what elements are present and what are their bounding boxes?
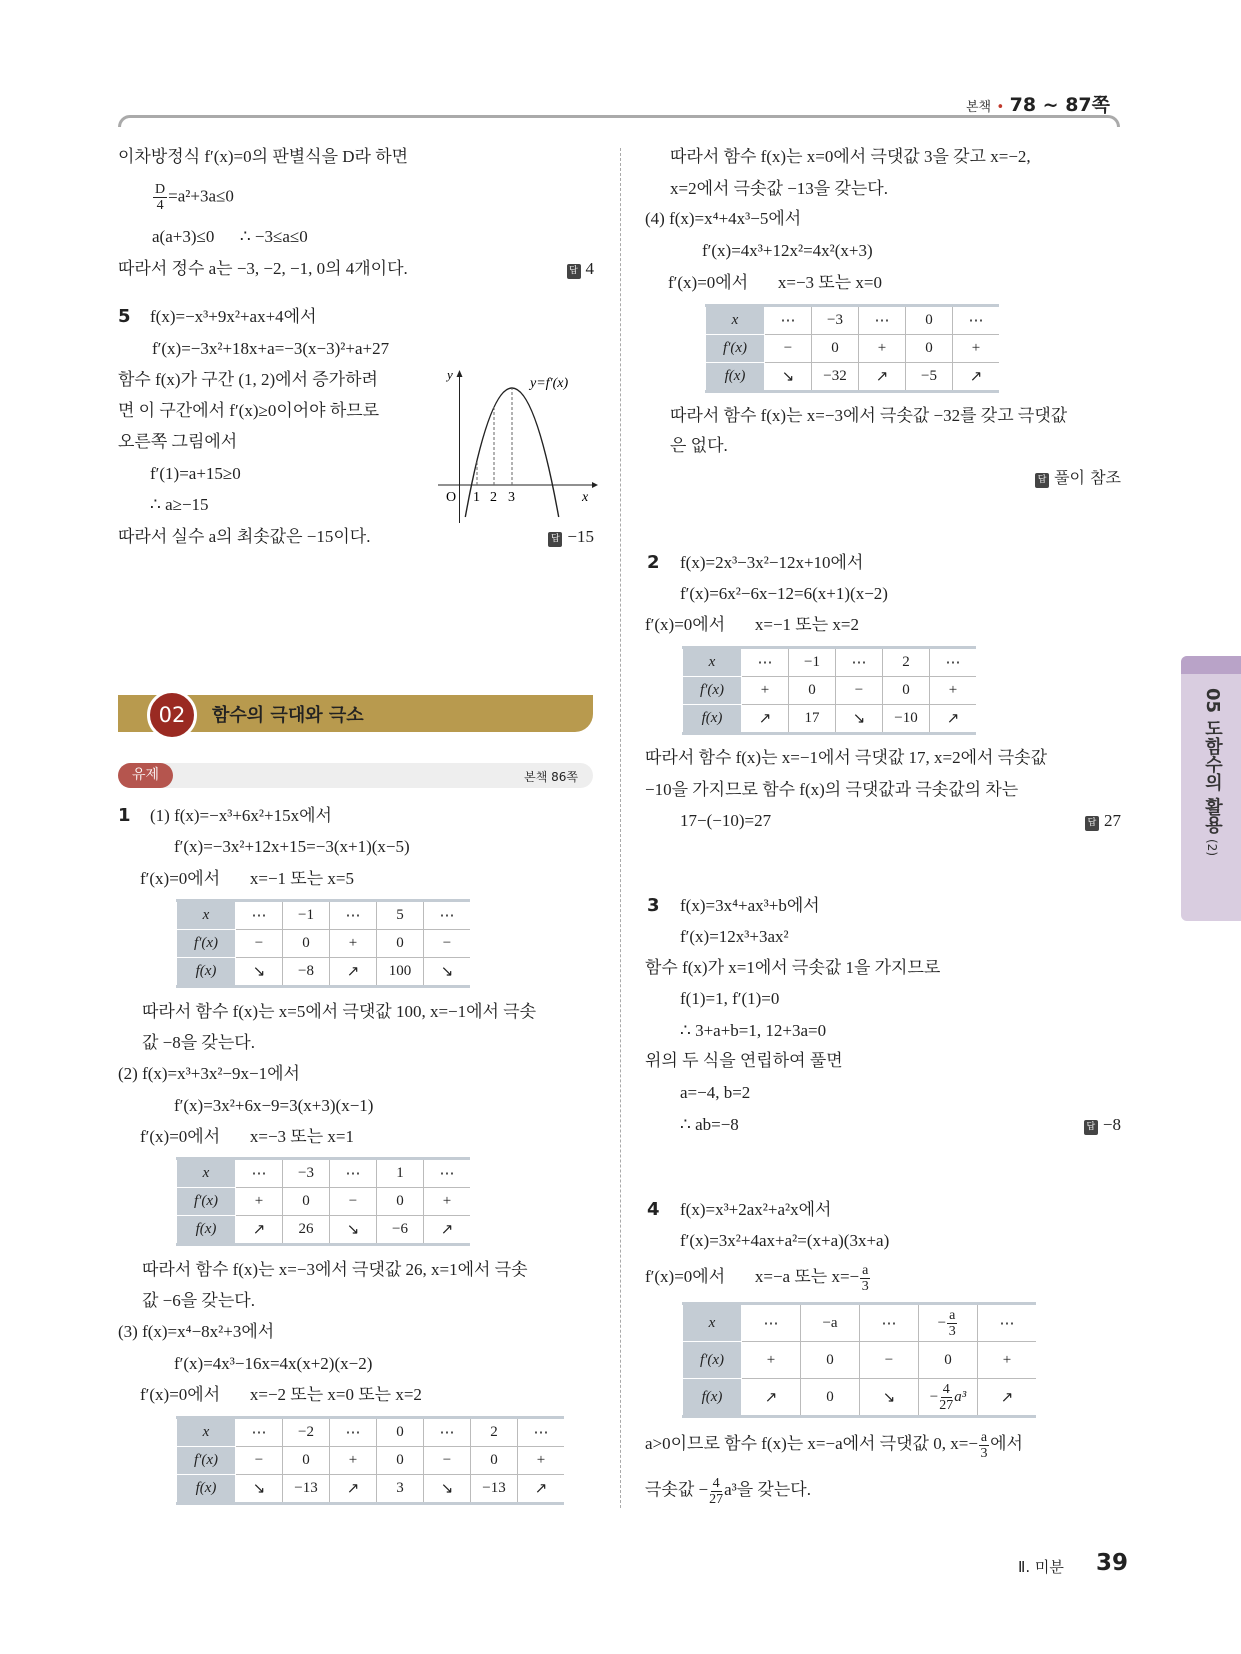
fraction: [153, 182, 167, 213]
fraction: [947, 1308, 957, 1339]
fraction: [979, 1430, 989, 1461]
row-header-cell: f′(x): [683, 677, 742, 705]
table-cell: −3: [812, 306, 859, 335]
table-row: [683, 648, 977, 677]
table-cell: 0: [919, 1342, 978, 1379]
text-line: 따라서 함수 f(x)는 x=0에서 극댓값 3을 갖고 x=−2,: [670, 147, 1031, 166]
table-cell: −: [236, 1447, 283, 1475]
table-cell: ↗: [978, 1379, 1037, 1417]
table-row: [683, 1379, 1037, 1417]
text-line: ∴ ab=−8: [680, 1115, 739, 1134]
table-cell: ⋯: [236, 901, 283, 930]
column-divider: [620, 148, 621, 1508]
table-row: [177, 1418, 565, 1447]
sign: −: [929, 1388, 939, 1405]
table-cell: −32: [812, 363, 859, 392]
example-reference: 본책 86쪽: [524, 770, 578, 784]
problem-number: 1: [118, 805, 131, 826]
table-row: [683, 677, 977, 705]
table-cell: ↘: [424, 958, 471, 987]
numerator: a: [980, 1429, 988, 1445]
table-cell: 3: [377, 1475, 424, 1504]
text-line: (2) f(x)=x³+3x²−9x−1에서: [118, 1064, 300, 1083]
table-row: [177, 958, 471, 987]
bullet: •: [996, 100, 1005, 115]
formula-line: [152, 182, 234, 213]
text-line: f′(x)=12x³+3ax²: [680, 927, 789, 946]
text-line: 값 −6을 갖는다.: [142, 1291, 255, 1310]
answer-value: 풀이 참조: [1054, 468, 1121, 487]
table-cell: ⋯: [424, 1418, 471, 1447]
table-cell: −13: [471, 1475, 518, 1504]
x-label: x: [582, 490, 589, 505]
row-header-cell: f′(x): [683, 1342, 742, 1379]
text-line: 따라서 함수 f(x)는 x=−3에서 극댓값 26, x=1에서 극솟: [142, 1260, 528, 1279]
answer-value: −8: [1102, 1115, 1121, 1134]
text: a>0이므로 함수 f(x)는 x=−a에서 극댓값 0, x=−: [645, 1434, 978, 1453]
table-cell: −: [424, 1447, 471, 1475]
table-cell: 0: [283, 930, 330, 958]
answer: [1035, 467, 1121, 489]
table-cell: [919, 1304, 978, 1342]
text-line: a=−4, b=2: [680, 1083, 751, 1102]
table-cell: −: [836, 677, 883, 705]
table-cell: −a: [801, 1304, 860, 1342]
denominator: 3: [948, 1323, 956, 1339]
answer: [548, 526, 594, 548]
table-cell: ↘: [765, 363, 812, 392]
table-cell: ⋯: [860, 1304, 919, 1342]
table-cell: ↗: [518, 1475, 565, 1504]
table-cell: +: [930, 677, 977, 705]
table-cell: ⋯: [742, 1304, 801, 1342]
sign-chart-table: [176, 1416, 564, 1505]
text-line: f′(x)=0에서 x=−1 또는 x=2: [645, 615, 859, 634]
table-cell: 1: [377, 1159, 424, 1188]
text-line: f′(x)=4x³+12x²=4x²(x+3): [702, 241, 873, 260]
table-cell: ⋯: [330, 1159, 377, 1188]
problem-number: 2: [647, 552, 660, 573]
row-header-cell: x: [177, 1159, 236, 1188]
row-header-cell: x: [706, 306, 765, 335]
side-tab-title: 05 도함수의 활용: [1202, 688, 1223, 834]
table-cell: −8: [283, 958, 330, 987]
text-line: 따라서 정수 a는 −3, −2, −1, 0의 4개이다.: [118, 259, 408, 278]
table-cell: −: [765, 335, 812, 363]
table-cell: ↘: [836, 705, 883, 734]
table-cell: ⋯: [236, 1159, 283, 1188]
table-cell: 0: [883, 677, 930, 705]
row-header-cell: f(x): [177, 958, 236, 987]
table-cell: −6: [377, 1216, 424, 1245]
text-line: 오른쪽 그림에서: [118, 432, 238, 451]
sign-chart-table: [176, 899, 470, 988]
table-cell: 0: [283, 1188, 330, 1216]
table-cell: ↘: [236, 958, 283, 987]
text-line: (3) f(x)=x⁴−8x²+3에서: [118, 1322, 275, 1341]
text-line: f′(x)=0에서 x=−1 또는 x=5: [140, 869, 354, 888]
text-line: ∴ a≥−15: [150, 495, 209, 514]
table-row: [177, 901, 471, 930]
text-line: 17−(−10)=27: [680, 811, 772, 830]
sign: −: [937, 1314, 947, 1331]
table-cell: ⋯: [953, 306, 1000, 335]
text-line: 이차방정식 f′(x)=0의 판별식을 D라 하면: [118, 147, 409, 166]
text-line: f′(1)=a+15≥0: [150, 464, 241, 483]
table-cell: +: [978, 1342, 1037, 1379]
example-bar: [118, 763, 593, 788]
table-cell: ↗: [953, 363, 1000, 392]
denominator: 27: [709, 1491, 724, 1507]
text: 극솟값 −: [645, 1480, 709, 1499]
denominator: 3: [861, 1278, 869, 1294]
row-header-cell: f′(x): [706, 335, 765, 363]
table-cell: +: [742, 1342, 801, 1379]
table-cell: ⋯: [424, 901, 471, 930]
row-header-cell: f(x): [706, 363, 765, 392]
table-cell: +: [518, 1447, 565, 1475]
text-line: a(a+3)≤0 ∴ −3≤a≤0: [152, 227, 308, 246]
text-line: (4) f(x)=x⁴+4x³−5에서: [645, 209, 802, 228]
table-row: [706, 335, 1000, 363]
chapter-side-tab: [1181, 656, 1241, 921]
curve-label: y=f′(x): [530, 376, 569, 391]
table-cell: −: [330, 1188, 377, 1216]
text-line: f′(x)=3x²+4ax+a²=(x+a)(3x+a): [680, 1231, 890, 1250]
table-row: [177, 1475, 565, 1504]
table-cell: 0: [906, 306, 953, 335]
text-line: f(x)=−x³+9x²+ax+4에서: [150, 307, 317, 326]
text: f′(x)=0에서 x=−a 또는 x=−: [645, 1267, 860, 1286]
row-header-cell: f′(x): [177, 1188, 236, 1216]
table-cell: 0: [906, 335, 953, 363]
table-row: [706, 306, 1000, 335]
table-cell: ↘: [236, 1475, 283, 1504]
text-line: 따라서 실수 a의 최솟값은 −15이다.: [118, 527, 371, 546]
table-cell: 5: [377, 901, 424, 930]
table-cell: ↗: [930, 705, 977, 734]
table-cell: 17: [789, 705, 836, 734]
text-line: f′(x)=6x²−6x−12=6(x+1)(x−2): [680, 584, 888, 603]
text-line: ∴ 3+a+b=1, 12+3a=0: [680, 1021, 827, 1040]
text-line: 위의 두 식을 연립하여 풀면: [645, 1051, 843, 1070]
answer-icon: 답: [1084, 1120, 1098, 1135]
table-cell: ⋯: [836, 648, 883, 677]
text-line: f′(x)=4x³−16x=4x(x+2)(x−2): [174, 1354, 373, 1373]
example-badge: 유제: [118, 763, 173, 788]
table-cell: ↗: [742, 705, 789, 734]
table-cell: ↗: [742, 1379, 801, 1417]
table-cell: [919, 1379, 978, 1417]
text-line: f′(x)=3x²+6x−9=3(x+3)(x−1): [174, 1096, 374, 1115]
text-line: 함수 f(x)가 x=1에서 극솟값 1을 가지므로: [645, 958, 941, 977]
side-tab-top-strip: [1181, 656, 1241, 674]
table-cell: ↘: [860, 1379, 919, 1417]
suffix: a³: [954, 1388, 967, 1405]
table-cell: ⋯: [518, 1418, 565, 1447]
text-line: 따라서 함수 f(x)는 x=−3에서 극솟값 −32를 갖고 극댓값: [670, 406, 1068, 425]
table-cell: ⋯: [330, 901, 377, 930]
tick-label: 3: [508, 490, 515, 505]
table-cell: 0: [801, 1379, 860, 1417]
table-row: [683, 1342, 1037, 1379]
answer-value: 4: [585, 259, 594, 278]
fraction: [939, 1382, 953, 1413]
row-header-cell: x: [177, 901, 236, 930]
problem-number: 5: [118, 306, 131, 327]
row-header-cell: f′(x): [177, 930, 236, 958]
sign-chart-table: [705, 304, 999, 393]
table-cell: ⋯: [765, 306, 812, 335]
problem-number: 3: [647, 895, 660, 916]
origin-label: O: [446, 490, 457, 505]
text-line: x=2에서 극솟값 −13을 갖는다.: [670, 179, 888, 198]
section-number: 02: [158, 703, 186, 727]
table-cell: +: [953, 335, 1000, 363]
text-line: f(1)=1, f′(1)=0: [680, 989, 780, 1008]
text-line: 값 −8을 갖는다.: [142, 1033, 255, 1052]
text-line: 함수 f(x)가 구간 (1, 2)에서 증가하려: [118, 370, 378, 389]
table-cell: −5: [906, 363, 953, 392]
table-cell: ↗: [236, 1216, 283, 1245]
row-header-cell: x: [177, 1418, 236, 1447]
table-cell: ⋯: [978, 1304, 1037, 1342]
table-cell: −: [236, 930, 283, 958]
section-title: 함수의 극대와 극소: [212, 705, 364, 726]
answer-value: 27: [1104, 811, 1121, 830]
table-cell: −3: [283, 1159, 330, 1188]
answer-icon: 답: [548, 532, 562, 547]
text-line: f′(x)=0에서 x=−3 또는 x=1: [140, 1127, 354, 1146]
text-line: −10을 가지므로 함수 f(x)의 극댓값과 극솟값의 차는: [645, 780, 1019, 799]
denominator: 4: [156, 198, 164, 213]
side-tab-subtitle: (2): [1205, 839, 1219, 856]
table-cell: +: [330, 930, 377, 958]
sign-chart-table: [682, 646, 976, 735]
page-header: [966, 90, 1110, 117]
text-line: [645, 1474, 811, 1507]
row-header-cell: f(x): [683, 1379, 742, 1417]
answer-icon: 답: [1085, 816, 1099, 831]
table-cell: 100: [377, 958, 424, 987]
text-line: f(x)=x³+2ax²+a²x에서: [680, 1200, 832, 1219]
page-number: 39: [1096, 1550, 1129, 1576]
table-cell: 26: [283, 1216, 330, 1245]
tick-label: 1: [473, 490, 480, 505]
row-header-cell: f(x): [177, 1216, 236, 1245]
table-cell: 0: [812, 335, 859, 363]
table-row: [177, 1447, 565, 1475]
table-cell: ⋯: [930, 648, 977, 677]
sign-chart-table: [176, 1157, 470, 1246]
fraction: [709, 1476, 723, 1507]
table-cell: −2: [283, 1418, 330, 1447]
table-cell: ↗: [859, 363, 906, 392]
text-line: f′(x)=0에서 x=−3 또는 x=0: [668, 273, 882, 292]
row-header-cell: f′(x): [177, 1447, 236, 1475]
footer-chapter: Ⅱ. 미분: [1018, 1558, 1064, 1576]
text-line: f′(x)=0에서 x=−2 또는 x=0 또는 x=2: [140, 1385, 422, 1404]
row-header-cell: x: [683, 1304, 742, 1342]
table-cell: ⋯: [330, 1418, 377, 1447]
table-row: [683, 705, 977, 734]
table-cell: +: [859, 335, 906, 363]
table-cell: 0: [789, 677, 836, 705]
text-line: 따라서 함수 f(x)는 x=−1에서 극댓값 17, x=2에서 극솟값: [645, 748, 1047, 767]
text-line: f(x)=2x³−3x²−12x+10에서: [680, 553, 864, 572]
table-row: [177, 1188, 471, 1216]
table-cell: +: [424, 1188, 471, 1216]
section-number-badge: [147, 690, 197, 740]
problem-number: 4: [647, 1199, 660, 1220]
table-cell: −1: [283, 901, 330, 930]
text: a³을 갖는다.: [724, 1480, 811, 1499]
table-cell: ↗: [330, 958, 377, 987]
table-row: [177, 930, 471, 958]
table-cell: 0: [801, 1342, 860, 1379]
table-cell: 2: [471, 1418, 518, 1447]
text-line: 은 없다.: [670, 436, 728, 455]
row-header-cell: f(x): [177, 1475, 236, 1504]
derivative-graph: [430, 365, 600, 525]
table-row: [177, 1159, 471, 1188]
text-line: 따라서 함수 f(x)는 x=5에서 극댓값 100, x=−1에서 극솟: [142, 1002, 537, 1021]
answer-icon: 답: [1035, 473, 1049, 488]
table-row: [706, 363, 1000, 392]
y-label: y: [447, 367, 453, 382]
tick-label: 2: [490, 490, 497, 505]
answer-icon: 답: [567, 264, 581, 279]
denominator: 3: [980, 1445, 988, 1461]
table-cell: −13: [283, 1475, 330, 1504]
book-label: 본책: [966, 100, 992, 115]
table-cell: ⋯: [236, 1418, 283, 1447]
row-header-cell: f(x): [683, 705, 742, 734]
table-cell: 0: [377, 1447, 424, 1475]
text-line: f′(x)=−3x²+12x+15=−3(x+1)(x−5): [174, 837, 410, 856]
table-row: [177, 1216, 471, 1245]
formula: =a²+3a≤0: [168, 186, 234, 206]
header-rule: [118, 115, 1120, 127]
text-line: f′(x)=−3x²+18x+a=−3(x−3)²+a+27: [152, 339, 390, 358]
numerator: 4: [712, 1475, 720, 1491]
answer: [1084, 1114, 1121, 1136]
table-cell: 0: [377, 930, 424, 958]
fraction: [860, 1263, 870, 1294]
table-cell: +: [742, 677, 789, 705]
table-row: [683, 1304, 1037, 1342]
sign-chart-table: [682, 1302, 1036, 1418]
table-cell: 2: [883, 648, 930, 677]
text-line: [645, 1428, 1023, 1461]
answer-value: −15: [567, 527, 594, 546]
table-cell: 0: [283, 1447, 330, 1475]
row-header-cell: x: [683, 648, 742, 677]
table-cell: ↘: [330, 1216, 377, 1245]
text-line: 면 이 구간에서 f′(x)≥0이어야 하므로: [118, 401, 380, 420]
table-cell: ↘: [424, 1475, 471, 1504]
text-line: f(x)=3x⁴+ax³+b에서: [680, 896, 820, 915]
table-cell: ⋯: [424, 1159, 471, 1188]
table-cell: 0: [377, 1418, 424, 1447]
table-cell: +: [236, 1188, 283, 1216]
table-cell: −10: [883, 705, 930, 734]
numerator: a: [862, 1262, 869, 1278]
numerator: a: [949, 1307, 956, 1323]
text-line: (1) f(x)=−x³+6x²+15x에서: [150, 806, 332, 825]
answer: [567, 258, 595, 280]
x-axis-arrow: [592, 482, 598, 488]
numerator: D: [155, 182, 166, 197]
table-cell: 0: [377, 1188, 424, 1216]
numerator: 4: [942, 1381, 950, 1397]
table-cell: ↗: [424, 1216, 471, 1245]
y-axis-arrow: [457, 370, 463, 377]
table-cell: −1: [789, 648, 836, 677]
table-cell: −: [860, 1342, 919, 1379]
text: 에서: [990, 1434, 1023, 1453]
table-cell: ⋯: [859, 306, 906, 335]
text-line: [645, 1261, 871, 1294]
table-cell: ⋯: [742, 648, 789, 677]
page-range: 78 ~ 87쪽: [1009, 94, 1110, 116]
answer: [1085, 810, 1121, 832]
table-cell: +: [330, 1447, 377, 1475]
table-cell: ↗: [330, 1475, 377, 1504]
table-cell: −: [424, 930, 471, 958]
table-cell: 0: [471, 1447, 518, 1475]
denominator: 27: [939, 1397, 954, 1413]
